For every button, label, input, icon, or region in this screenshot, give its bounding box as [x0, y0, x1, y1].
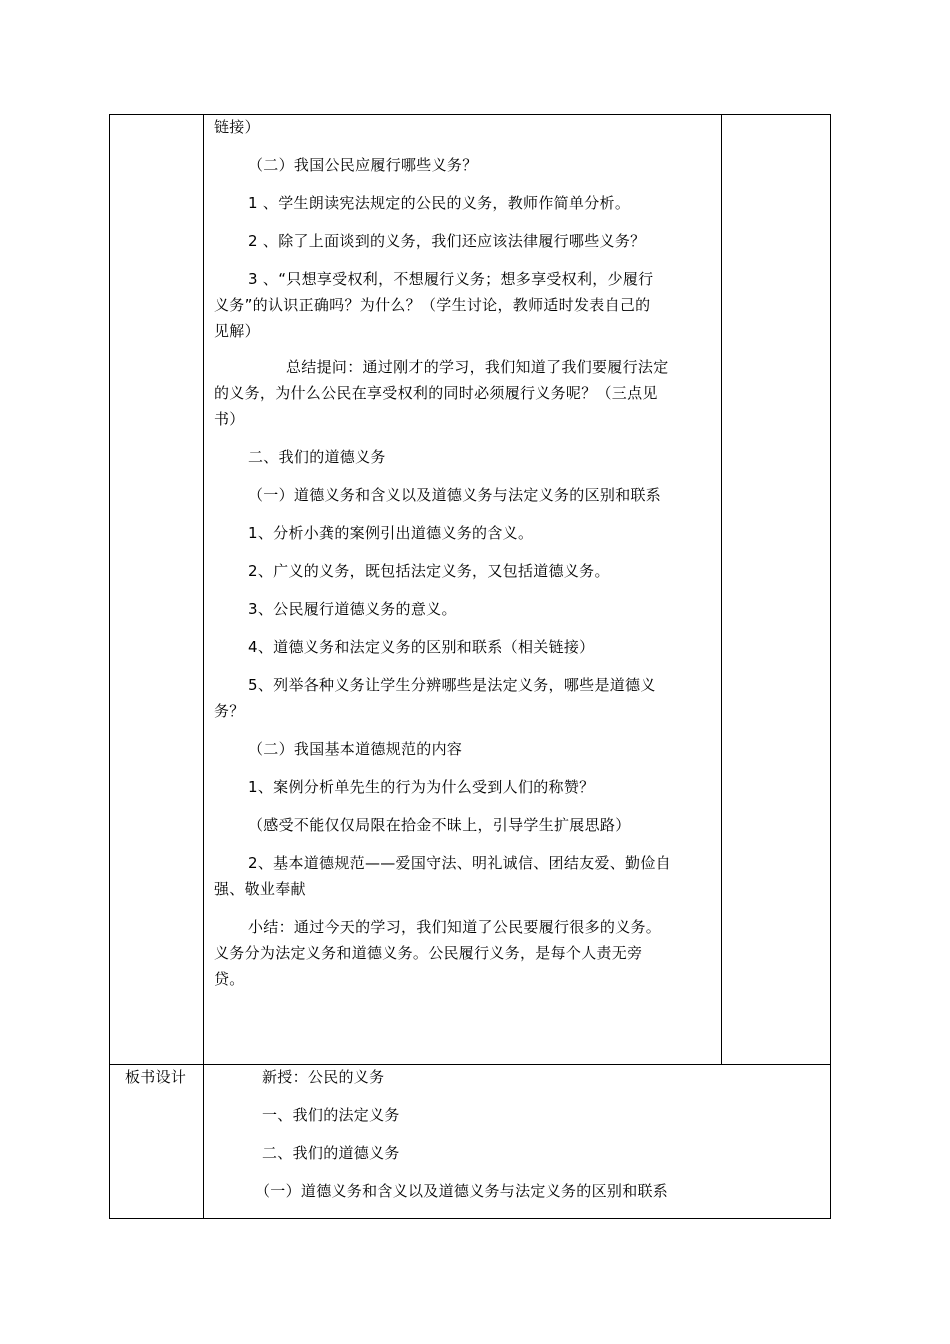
content-line: 5、列举各种义务让学生分辨哪些是法定义务，哪些是道德义 [248, 676, 656, 694]
content-line: 小结：通过今天的学习，我们知道了公民要履行很多的义务。 [248, 918, 662, 936]
content-line: （二）我国公民应履行哪些义务？ [248, 156, 478, 174]
board-line: 新授：公民的义务 [262, 1068, 385, 1086]
content-line: 4、道德义务和法定义务的区别和联系（相关链接） [248, 638, 595, 656]
board-line: 二、我们的道德义务 [262, 1144, 400, 1162]
content-line: 3、公民履行道德义务的意义。 [248, 600, 457, 618]
content-line: 见解） [214, 322, 260, 340]
board-line: （一）道德义务和含义以及道德义务与法定义务的区别和联系 [255, 1182, 669, 1200]
content-line: 总结提问：通过刚才的学习，我们知道了我们要履行法定 [286, 358, 669, 376]
table-left-border [109, 114, 110, 1219]
board-line: 一、我们的法定义务 [262, 1106, 400, 1124]
content-line: 的义务，为什么公民在享受权利的同时必须履行义务呢？（三点见 [214, 384, 658, 402]
content-line: 义务分为法定义务和道德义务。公民履行义务，是每个人责无旁 [214, 944, 643, 962]
table-right-border [830, 114, 831, 1219]
content-line: （感受不能仅仅局限在拾金不昧上，引导学生扩展思路） [248, 816, 631, 834]
content-line: 1、分析小龚的案例引出道德义务的含义。 [248, 524, 534, 542]
table-top-border [109, 114, 831, 115]
content-line: 贷。 [214, 970, 245, 988]
column-divider-1 [203, 114, 204, 1219]
column-divider-2 [721, 114, 722, 1065]
content-line: 1、案例分析单先生的行为为什么受到人们的称赞？ [248, 778, 595, 796]
row-divider [109, 1064, 831, 1065]
content-line: 2、基本道德规范——爱国守法、明礼诚信、团结友爱、勤俭自 [248, 854, 671, 872]
content-line: （一）道德义务和含义以及道德义务与法定义务的区别和联系 [248, 486, 662, 504]
content-line: 1 、学生朗读宪法规定的公民的义务，教师作简单分析。 [248, 194, 631, 212]
content-line: 义务”的认识正确吗？为什么？（学生讨论，教师适时发表自己的 [214, 296, 651, 314]
board-design-label: 板书设计 [125, 1068, 187, 1086]
content-line: 链接） [214, 118, 260, 136]
content-line: 2 、除了上面谈到的义务，我们还应该法律履行哪些义务？ [248, 232, 646, 250]
content-line: 3 、“只想享受权利，不想履行义务；想多享受权利，少履行 [248, 270, 654, 288]
content-line: 强、敬业奉献 [214, 880, 306, 898]
content-line: 书） [214, 410, 245, 428]
content-line: 2、广义的义务，既包括法定义务，又包括道德义务。 [248, 562, 610, 580]
content-line: 二、我们的道德义务 [248, 448, 386, 466]
content-line: 务？ [214, 702, 245, 720]
content-line: （二）我国基本道德规范的内容 [248, 740, 463, 758]
table-bottom-border [109, 1218, 831, 1219]
